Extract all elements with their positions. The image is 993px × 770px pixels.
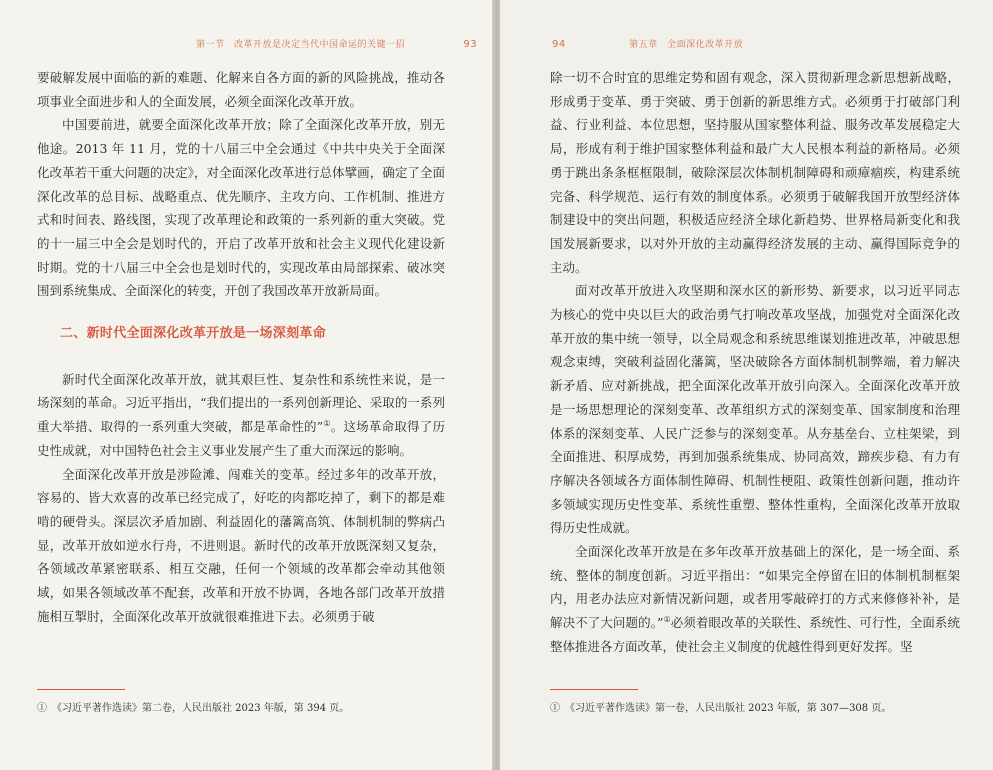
left-page-number: 93 [463, 39, 478, 50]
right-paragraph-3-end: 必须着眼改革的关联性、系统性、可行性，全面系统整体推进各方面改革，使社会主义制度的优越性得到更好发挥。坚 [550, 615, 960, 654]
left-paragraph-3 [37, 368, 445, 463]
right-body-text [550, 66, 960, 659]
left-footnote-rule [37, 689, 125, 690]
left-body-text [37, 66, 445, 628]
right-footnote-ref: ① [663, 615, 671, 625]
right-paragraph-1: 除一切不合时宜的思维定势和固有观念，深入贯彻新理念新思想新战略，形成勇于变革、勇于突破、勇于创新的新思维方式。必须勇于打破部门利益、行业利益、本位思想，坚持服从国家整体利益、服务改革发展稳定大局，形成有利于维护国家整体利益和最广大人民根本利益的新格局。必须勇于跳出条条框框限制，破除深层次体制机制障碍和顽瘴痼疾，构建系统完备、科学规范、运行有效的制度体系。必须勇于破解我国开放型经济体制建设中的突出问题，积极适应经济全球化新趋势、世界格局新变化和我国发展新要求，以对外开放的主动赢得经济发展的主动、赢得国际竞争的主动。 [550, 70, 960, 275]
right-header-title: 第五章 全面深化改革开放 [629, 40, 744, 50]
right-page [500, 0, 993, 770]
right-page-number: 94 [552, 39, 566, 50]
left-footnote: ① 《习近平著作选读》第二卷，人民出版社 2023 年版，第 394 页。 [37, 703, 350, 714]
left-header-title: 第一节 改革开放是决定当代中国命运的关键一招 [196, 40, 406, 50]
section-heading: 二、新时代全面深化改革开放是一场深刻革命 [60, 326, 327, 342]
left-running-header [196, 37, 477, 53]
left-paragraph-3-text: 新时代全面深化改革开放，就其艰巨性、复杂性和系统性来说，是一场深刻的革命。习近平指出，“我们提出的一系列创新理论、采取的一系列重大举措、取得的一系列重大突破，都是革命性的” [37, 371, 445, 435]
right-paragraph-3 [550, 540, 960, 659]
right-footnote: ① 《习近平著作选读》第一卷，人民出版社 2023 年版，第 307—308 页。 [550, 703, 892, 714]
left-footnote-ref: ① [323, 418, 331, 428]
left-paragraph-2: 中国要前进，就要全面深化改革开放；除了全面深化改革开放，别无他途。2013 年 11 月，党的十八届三中全会通过《中共中央关于全面深化改革若干重大问题的决定》，对全面深化改革进行总体擘画，确定了全面深化改革的总目标、战略重点、优先顺序、主攻方向、工作机制、推进方式和时间表、路线图，实现了改革理论和政策的一系列新的重大突破。党的十一届三中全会是划时代的，开启了改革开放和社会主义现代化建设新时期。党的十八届三中全会也是划时代的，实现改革由局部探索、破冰突围到系统集成、全面深化的转变，开创了我国改革开放新局面。 [37, 117, 445, 299]
left-paragraph-3-end: 。这场革命取得了历史性成就，对中国特色社会主义事业发展产生了重大而深远的影响。 [37, 419, 445, 458]
right-paragraph-3-text: 全面深化改革开放是在多年改革开放基础上的深化，是一场全面、系统、整体的制度创新。习近平指出：“如果完全停留在旧的体制机制框架内，用老办法应对新情况新问题，或者用零敲碎打的方式来修修补补，是解决不了大问题的。” [550, 544, 960, 631]
left-paragraph-1: 要破解发展中面临的新的难题、化解来自各方面的新的风险挑战，推动各项事业全面进步和人的全面发展，必须全面深化改革开放。 [37, 70, 445, 109]
right-paragraph-2: 面对改革开放进入攻坚期和深水区的新形势、新要求，以习近平同志为核心的党中央以巨大的政治勇气打响改革攻坚战，加强党对全面深化改革开放的集中统一领导，以全局观念和系统思维谋划推进改革，冲破思想观念束缚，突破利益固化藩篱，坚决破除各方面体制机制弊端，着力解决新矛盾、应对新挑战，把全面深化改革开放引向深入。全面深化改革开放是一场思想理论的深刻变革、改革组织方式的深刻变革、国家制度和治理体系的深刻变革、人民广泛参与的深刻变革。从夯基垒台、立柱架梁，到全面推进、积厚成势，再到加强系统集成、协同高效，蹄疾步稳、有力有序解决各领域各方面体制性障碍、机制性梗阻、政策性创新问题，推动许多领域实现历史性变革、系统性重塑、整体性重构，全面深化改革开放取得历史性成就。 [550, 283, 960, 536]
right-footnote-rule [550, 689, 638, 690]
left-page [0, 0, 494, 770]
right-running-header [552, 37, 743, 53]
left-paragraph-4: 全面深化改革开放是涉险滩、闯难关的变革。经过多年的改革开放，容易的、皆大欢喜的改革已经完成了，好吃的肉都吃掉了，剩下的都是难啃的硬骨头。深层次矛盾加剧、利益固化的藩篱高筑、体制机制的弊病凸显，改革开放如逆水行舟，不进则退。新时代的改革开放既深刻又复杂，各领域改革紧密联系、相互交融，任何一个领域的改革都会牵动其他领域，如果各领域改革不配套，改革和开放不协调，各地各部门改革开放措施相互掣肘，全面深化改革开放就很难推进下去。必须勇于破 [37, 466, 445, 624]
